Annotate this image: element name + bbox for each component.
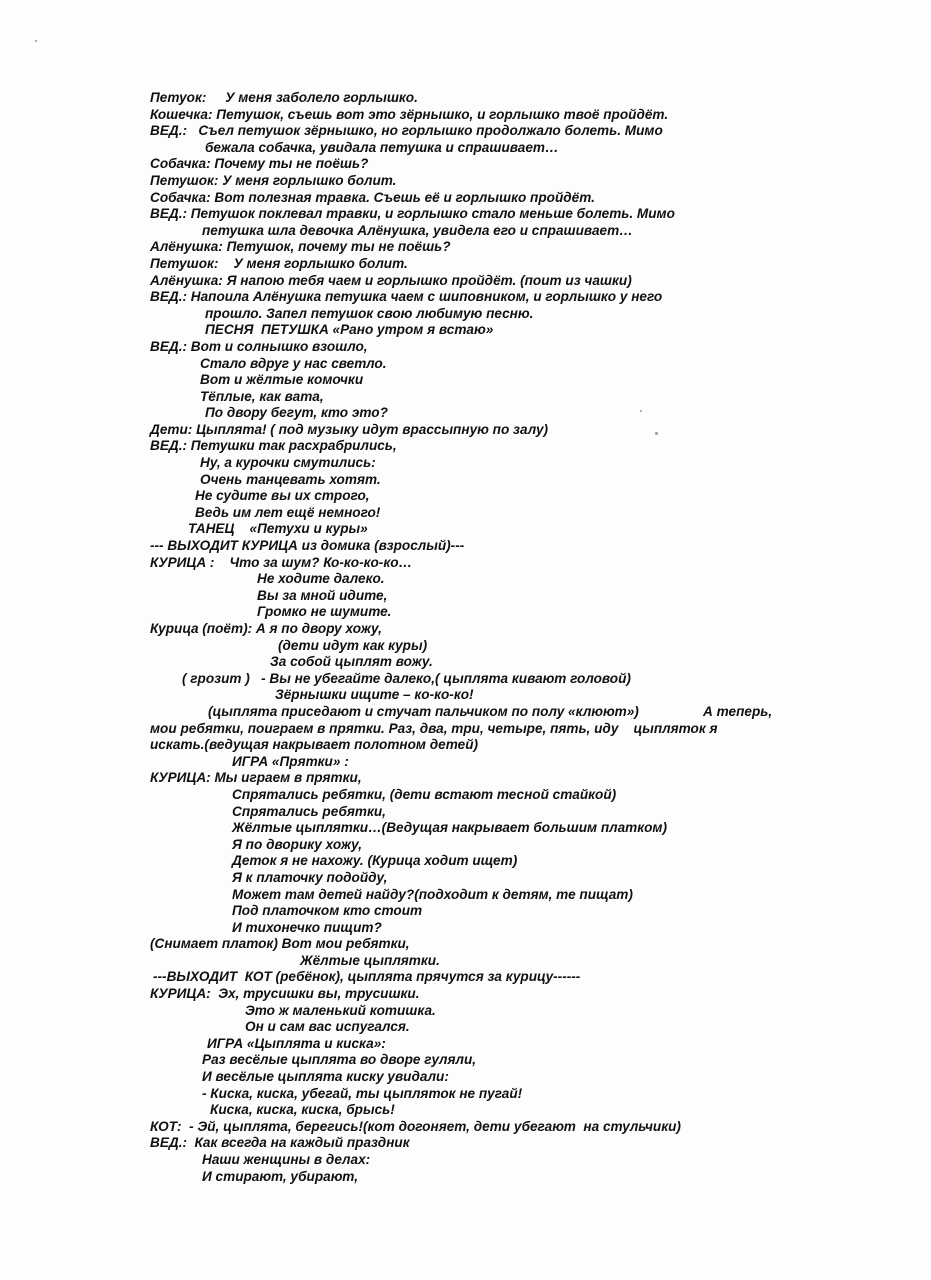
script-line: Петушок: У меня горлышко болит.	[150, 172, 397, 188]
script-line: Вот и жёлтые комочки	[200, 372, 364, 388]
script-line: мои ребятки, поиграем в прятки. Раз, два, три, четыре, пять, иду цыпляток я	[150, 720, 718, 736]
script-line: Петушок: У меня горлышко болит.	[150, 255, 408, 271]
script-line: Я к платочку подойду,	[232, 869, 388, 885]
script-line: КУРИЦА: Эх, трусишки вы, трусишки.	[150, 986, 420, 1002]
script-line: Деток я не нахожу. (Курица ходит ищет)	[232, 853, 518, 869]
script-line: И весёлые цыплята киску увидали:	[202, 1069, 449, 1085]
script-text	[150, 90, 870, 1185]
script-line: Петуок: У меня заболело горлышко.	[150, 90, 418, 105]
script-line: Громко не шумите.	[257, 604, 392, 620]
script-line: КОТ: - Эй, цыплята, берегись!(кот догоняет, дети убегают на стульчики)	[150, 1118, 681, 1134]
script-line: Кошечка: Петушок, съешь вот это зёрнышко, и горлышко твоё пройдёт.	[150, 106, 669, 122]
script-line: Он и сам вас испугался.	[245, 1019, 410, 1035]
scan-speck	[35, 40, 37, 42]
script-line: ВЕД.: Напоила Алёнушка петушка чаем с шиповником, и горлышко у него	[150, 289, 663, 305]
script-line: ---ВЫХОДИТ КОТ (ребёнок), цыплята прячутся за курицу------	[153, 969, 581, 985]
script-line: петушка шла девочка Алёнушка, увидела его и спрашивает…	[202, 222, 633, 238]
script-line: По двору бегут, кто это?	[205, 405, 388, 421]
script-line: Курица (поёт): А я по двору хожу,	[150, 621, 382, 636]
script-line: Жёлтые цыплятки…(Ведущая накрывает большим платком)	[232, 820, 668, 836]
script-line: Вы за мной идите,	[257, 587, 388, 603]
script-line: Стало вдруг у нас светло.	[200, 355, 387, 371]
script-line: ИГРА «Прятки» :	[232, 753, 349, 769]
script-line: (Снимает платок) Вот мои ребятки,	[150, 936, 410, 952]
script-line: ВЕД.: Как всегда на каждый праздник	[150, 1135, 410, 1151]
script-line: Раз весёлые цыплята во дворе гуляли,	[202, 1052, 477, 1068]
script-line: Это ж маленький котишка.	[245, 1002, 436, 1018]
script-line: Спрятались ребятки, (дети встают тесной стайкой)	[232, 786, 617, 802]
script-line: искать.(ведущая накрывает полотном детей)	[150, 737, 479, 753]
script-line: И стирают, убирают,	[202, 1168, 358, 1184]
script-line: Киска, киска, киска, брысь!	[210, 1102, 395, 1118]
script-line: Алёнушка: Я напою тебя чаем и горлышко пройдёт. (поит из чашки)	[150, 272, 632, 288]
script-line: Наши женщины в делах:	[202, 1152, 371, 1167]
script-line: Зёрнышки ищите – ко-ко-ко!	[275, 687, 474, 703]
script-line: Собачка: Почему ты не поёшь?	[150, 156, 369, 172]
script-line: Дети: Цыплята! ( под музыку идут врассыпную по залу)	[150, 421, 549, 437]
script-line: бежала собачка, увидала петушка и спрашивает…	[205, 139, 559, 155]
script-line: За собой цыплят вожу.	[270, 654, 433, 670]
script-line: Я по дворику хожу,	[232, 836, 362, 852]
script-line: - Киска, киска, убегай, ты цыпляток не пугай!	[202, 1085, 523, 1101]
script-line: ТАНЕЦ «Петухи и куры»	[188, 521, 368, 537]
script-line: Спрятались ребятки,	[232, 803, 386, 819]
script-line: Не ходите далеко.	[257, 571, 385, 587]
script-line: Очень танцевать хотят.	[200, 471, 381, 487]
script-line: КУРИЦА: Мы играем в прятки,	[150, 770, 362, 786]
script-line: --- ВЫХОДИТ КУРИЦА из домика (взрослый)---	[150, 538, 465, 554]
script-line: Собачка: Вот полезная травка. Съешь её и горлышко пройдёт.	[150, 189, 595, 205]
script-line: Алёнушка: Петушок, почему ты не поёшь?	[150, 239, 451, 255]
script-line: Под платочком кто стоит	[232, 903, 423, 919]
script-line: (цыплята приседают и стучат пальчиком по полу «клюют») А теперь,	[208, 703, 773, 719]
script-line: И тихонечко пищит?	[232, 919, 382, 935]
script-line: ИГРА «Цыплята и киска»:	[207, 1035, 386, 1051]
script-line: прошло. Запел петушок свою любимую песню.	[205, 305, 534, 321]
script-line: Ну, а курочки смутились:	[200, 455, 376, 471]
script-line: ВЕД.: Съел петушок зёрнышко, но горлышко продолжало болеть. Мимо	[150, 123, 663, 139]
script-line: ( грозит ) - Вы не убегайте далеко,( цыплята кивают головой)	[182, 670, 631, 686]
script-line: Может там детей найду?(подходит к детям, те пищат)	[232, 886, 633, 902]
script-line: ВЕД.: Петушки так расхрабрились,	[150, 438, 397, 454]
script-line: Ведь им лет ещё немного!	[195, 504, 381, 520]
script-line: (дети идут как куры)	[278, 637, 428, 653]
script-line: ПЕСНЯ ПЕТУШКА «Рано утром я встаю»	[205, 322, 494, 338]
script-line: Не судите вы их строго,	[195, 488, 370, 504]
script-line: Тёплые, как вата,	[200, 388, 324, 404]
script-line: ВЕД.: Петушок поклевал травки, и горлышко стало меньше болеть. Мимо	[150, 206, 675, 222]
script-line: КУРИЦА : Что за шум? Ко-ко-ко-ко…	[150, 554, 413, 570]
script-line: Жёлтые цыплятки.	[300, 952, 440, 968]
script-line: ВЕД.: Вот и солнышко взошло,	[150, 338, 368, 354]
